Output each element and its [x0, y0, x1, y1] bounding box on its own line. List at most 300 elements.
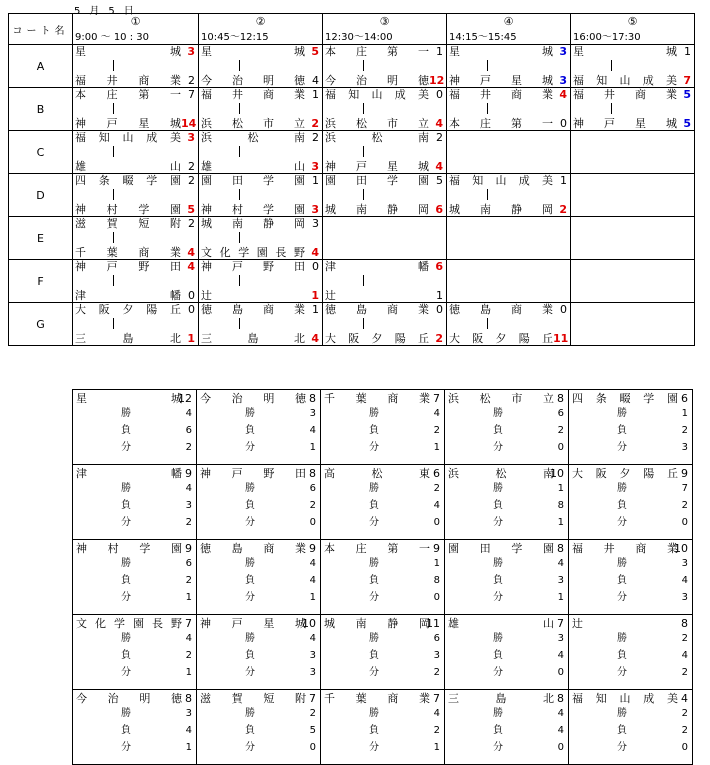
- match-team-line: [75, 160, 195, 173]
- empty-cell: [571, 303, 695, 346]
- record-label: 負: [617, 425, 627, 436]
- slot-time: 12:30～14:00: [325, 32, 393, 43]
- team-name: 浜松南: [201, 131, 305, 144]
- standings-row: [73, 615, 693, 690]
- record-value: 4: [309, 558, 316, 569]
- standings-table: [72, 389, 693, 765]
- team-score: 2: [188, 74, 195, 87]
- match-connector: [363, 189, 364, 200]
- team-name: 神戸星城: [75, 117, 181, 130]
- match-team-line: [201, 74, 319, 87]
- team-name: 徳島商業: [325, 303, 429, 316]
- record-label: 分: [493, 442, 503, 453]
- team-name: 神戸星城: [325, 160, 429, 173]
- team-score: 2: [188, 160, 195, 173]
- slot-header: [571, 14, 695, 45]
- match-cell: [199, 88, 323, 131]
- court-label: A: [9, 45, 73, 88]
- record-label: 勝: [493, 483, 503, 494]
- match-team-line: [201, 45, 319, 58]
- empty-cell: [571, 174, 695, 217]
- empty-cell: [447, 131, 571, 174]
- team-name: 神戸野田: [200, 467, 306, 480]
- record-label: 勝: [245, 408, 255, 419]
- empty-cell: [447, 217, 571, 260]
- team-name: 津幡: [76, 467, 182, 480]
- team-score: 4: [435, 117, 443, 130]
- team-record-cell: [73, 540, 197, 615]
- team-name: 本庄第一: [449, 117, 553, 130]
- record-label: 勝: [617, 558, 627, 569]
- record-label: 負: [121, 425, 131, 436]
- team-points: 7: [309, 692, 316, 705]
- match-team-line: [75, 203, 195, 216]
- record-value: 4: [309, 425, 316, 436]
- record-value: 2: [433, 425, 440, 436]
- empty-cell: [571, 217, 695, 260]
- team-name: 徳島商業: [449, 303, 553, 316]
- record-value: 1: [309, 442, 316, 453]
- team-record-cell: [197, 540, 321, 615]
- team-score: 5: [187, 203, 195, 216]
- record-label: 分: [369, 667, 379, 678]
- match-cell: [199, 45, 323, 88]
- record-value: 2: [185, 442, 192, 453]
- match-cell: [447, 45, 571, 88]
- team-score: 1: [560, 174, 567, 187]
- court-label: G: [9, 303, 73, 346]
- record-label: 負: [617, 725, 627, 736]
- record-label: 勝: [121, 408, 131, 419]
- team-name: 園田学園: [325, 174, 429, 187]
- team-score: 0: [560, 117, 567, 130]
- record-value: 3: [309, 667, 316, 678]
- team-points: 8: [681, 617, 688, 630]
- team-name: 今治明徳: [325, 74, 429, 87]
- team-score: 5: [436, 174, 443, 187]
- team-points: 8: [309, 467, 316, 480]
- team-name: 千葉商業: [324, 392, 430, 405]
- court-label: D: [9, 174, 73, 217]
- record-label: 勝: [369, 558, 379, 569]
- record-value: 1: [433, 558, 440, 569]
- match-cell: [73, 174, 199, 217]
- team-name: 福井商業: [573, 88, 677, 101]
- standings-row: [73, 540, 693, 615]
- slot-header: [323, 14, 447, 45]
- team-score: 0: [436, 303, 443, 316]
- match-team-line: [325, 131, 443, 144]
- team-name: 三島北: [448, 692, 554, 705]
- record-label: 負: [245, 725, 255, 736]
- team-name: 福知山成美: [449, 174, 553, 187]
- record-label: 負: [493, 725, 503, 736]
- team-name: 神戸野田: [201, 260, 305, 273]
- record-value: 6: [433, 633, 440, 644]
- record-value: 0: [557, 667, 564, 678]
- record-label: 勝: [493, 633, 503, 644]
- match-cell: [323, 174, 447, 217]
- match-cell: [199, 303, 323, 346]
- team-name: 本庄第一: [75, 88, 181, 101]
- match-cell: [571, 45, 695, 88]
- team-name: 神村学園: [76, 542, 182, 555]
- court-label: C: [9, 131, 73, 174]
- match-cell: [199, 174, 323, 217]
- team-record-cell: [569, 540, 693, 615]
- team-name: 文化学園長野: [76, 617, 182, 630]
- match-team-line: [201, 160, 319, 173]
- match-connector: [113, 60, 114, 71]
- court-row: [9, 174, 695, 217]
- team-name: 雄山: [448, 617, 554, 630]
- team-score: 3: [311, 160, 319, 173]
- team-name: 星城: [75, 45, 181, 58]
- team-name: 辻: [201, 289, 212, 302]
- team-name: 辻: [572, 617, 583, 630]
- record-value: 2: [433, 725, 440, 736]
- match-team-line: [325, 117, 443, 130]
- record-value: 2: [433, 667, 440, 678]
- match-team-line: [325, 332, 443, 345]
- match-team-line: [201, 174, 319, 187]
- match-cell: [199, 131, 323, 174]
- empty-cell: [323, 217, 447, 260]
- team-points: 8: [557, 392, 564, 405]
- record-label: 勝: [493, 408, 503, 419]
- team-score: 3: [559, 74, 567, 87]
- match-connector: [113, 275, 114, 286]
- team-score: 3: [187, 131, 195, 144]
- record-value: 4: [557, 725, 564, 736]
- team-record-cell: [197, 615, 321, 690]
- record-value: 1: [433, 742, 440, 753]
- record-label: 分: [245, 442, 255, 453]
- record-value: 1: [433, 442, 440, 453]
- team-score: 2: [188, 174, 195, 187]
- record-label: 分: [493, 592, 503, 603]
- team-name: 星城: [76, 392, 182, 405]
- match-connector: [363, 146, 364, 157]
- match-connector: [487, 189, 488, 200]
- team-name: 四条畷学園: [75, 174, 181, 187]
- match-team-line: [201, 303, 319, 316]
- team-record-cell: [445, 690, 569, 765]
- record-value: 0: [433, 592, 440, 603]
- record-value: 2: [309, 500, 316, 511]
- team-name: 浜松南: [325, 131, 429, 144]
- record-label: 勝: [369, 483, 379, 494]
- match-cell: [73, 131, 199, 174]
- match-connector: [363, 318, 364, 329]
- standings-row: [73, 465, 693, 540]
- match-team-line: [449, 74, 567, 87]
- team-record-cell: [445, 465, 569, 540]
- team-score: 1: [312, 88, 319, 101]
- team-name: 星城: [449, 45, 553, 58]
- match-connector: [113, 318, 114, 329]
- match-cell: [447, 88, 571, 131]
- record-label: 勝: [617, 483, 627, 494]
- team-score: 0: [188, 289, 195, 302]
- team-name: 福知山成美: [325, 88, 429, 101]
- record-label: 分: [121, 517, 131, 528]
- record-value: 0: [557, 442, 564, 453]
- team-name: 津幡: [75, 289, 181, 302]
- match-team-line: [75, 45, 195, 58]
- match-team-line: [201, 246, 319, 259]
- record-label: 負: [493, 500, 503, 511]
- match-team-line: [573, 45, 691, 58]
- team-record-cell: [321, 690, 445, 765]
- record-label: 負: [369, 650, 379, 661]
- match-connector: [239, 146, 240, 157]
- court-row: [9, 303, 695, 346]
- match-connector: [113, 103, 114, 114]
- team-record-cell: [73, 690, 197, 765]
- match-team-line: [449, 117, 567, 130]
- team-name: 福井商業: [201, 88, 305, 101]
- record-label: 分: [121, 442, 131, 453]
- record-label: 分: [121, 592, 131, 603]
- team-name: 今治明徳: [200, 392, 306, 405]
- team-name: 津幡: [325, 260, 429, 273]
- team-score: 6: [435, 260, 443, 273]
- team-name: 園田学園: [201, 174, 305, 187]
- team-points: 9: [185, 467, 192, 480]
- match-cell: [323, 88, 447, 131]
- record-value: 4: [681, 650, 688, 661]
- match-connector: [487, 318, 488, 329]
- team-name: 神戸星城: [200, 617, 306, 630]
- team-name: 今治明徳: [76, 692, 182, 705]
- team-record-cell: [321, 390, 445, 465]
- court-row: [9, 131, 695, 174]
- record-label: 負: [245, 500, 255, 511]
- team-points: 7: [433, 692, 440, 705]
- record-label: 勝: [245, 558, 255, 569]
- schedule-header-row: [9, 14, 695, 45]
- team-score: 1: [187, 332, 195, 345]
- match-team-line: [75, 88, 195, 101]
- record-value: 3: [185, 500, 192, 511]
- record-label: 分: [121, 742, 131, 753]
- team-score: 0: [188, 303, 195, 316]
- record-value: 2: [681, 725, 688, 736]
- match-team-line: [201, 217, 319, 230]
- team-name: 神戸星城: [573, 117, 677, 130]
- team-record-cell: [197, 690, 321, 765]
- match-connector: [113, 189, 114, 200]
- match-cell: [447, 174, 571, 217]
- match-cell: [199, 217, 323, 260]
- record-label: 勝: [369, 708, 379, 719]
- record-value: 6: [185, 425, 192, 436]
- match-team-line: [325, 303, 443, 316]
- team-name: 星城: [201, 45, 305, 58]
- team-name: 福井商業: [449, 88, 553, 101]
- record-value: 7: [681, 483, 688, 494]
- match-team-line: [573, 117, 691, 130]
- match-team-line: [75, 217, 195, 230]
- team-score: 4: [187, 260, 195, 273]
- record-label: 勝: [121, 708, 131, 719]
- match-team-line: [201, 203, 319, 216]
- record-label: 負: [617, 500, 627, 511]
- match-connector: [239, 275, 240, 286]
- record-value: 6: [309, 483, 316, 494]
- empty-cell: [571, 131, 695, 174]
- record-value: 2: [185, 575, 192, 586]
- team-name: 浜松市立: [325, 117, 429, 130]
- record-label: 勝: [245, 633, 255, 644]
- team-name: 大阪夕陽丘: [449, 332, 553, 345]
- match-connector: [363, 103, 364, 114]
- record-value: 4: [185, 633, 192, 644]
- team-name: 福知山成美: [572, 692, 678, 705]
- team-record-cell: [197, 465, 321, 540]
- slot-number: ①: [130, 15, 141, 28]
- match-team-line: [449, 303, 567, 316]
- match-cell: [73, 217, 199, 260]
- record-label: 分: [245, 667, 255, 678]
- team-name: 辻: [325, 289, 336, 302]
- record-label: 負: [121, 575, 131, 586]
- team-name: 園田学園: [448, 542, 554, 555]
- slot-number: ③: [379, 15, 390, 28]
- team-score: 1: [436, 289, 443, 302]
- team-score: 4: [311, 246, 319, 259]
- record-value: 2: [681, 633, 688, 644]
- team-name: 三島北: [75, 332, 181, 345]
- team-name: 高松東: [324, 467, 430, 480]
- record-label: 分: [493, 667, 503, 678]
- court-row: [9, 217, 695, 260]
- team-record-cell: [569, 465, 693, 540]
- record-value: 4: [185, 408, 192, 419]
- team-name: 三島北: [201, 332, 305, 345]
- empty-cell: [447, 260, 571, 303]
- record-label: 負: [245, 425, 255, 436]
- record-value: 4: [681, 575, 688, 586]
- match-team-line: [75, 246, 195, 259]
- record-value: 4: [185, 483, 192, 494]
- team-name: 浜松南: [448, 467, 554, 480]
- record-value: 1: [681, 408, 688, 419]
- slot-number: ④: [503, 15, 514, 28]
- court-label: B: [9, 88, 73, 131]
- team-points: 8: [185, 692, 192, 705]
- record-value: 6: [557, 408, 564, 419]
- team-name: 今治明徳: [201, 74, 305, 87]
- team-points: 8: [557, 692, 564, 705]
- team-points: 9: [309, 542, 316, 555]
- date-header: 5月5日: [74, 6, 143, 17]
- record-value: 2: [681, 500, 688, 511]
- team-score: 14: [181, 117, 197, 130]
- record-label: 負: [617, 650, 627, 661]
- match-connector: [487, 103, 488, 114]
- team-name: 浜松市立: [201, 117, 305, 130]
- team-points: 7: [557, 617, 564, 630]
- team-score: 5: [311, 45, 319, 58]
- record-label: 負: [617, 575, 627, 586]
- team-name: 千葉商業: [324, 692, 430, 705]
- team-record-cell: [321, 540, 445, 615]
- match-team-line: [325, 45, 443, 58]
- record-value: 0: [681, 742, 688, 753]
- match-cell: [73, 303, 199, 346]
- record-value: 4: [557, 558, 564, 569]
- match-cell: [323, 303, 447, 346]
- record-value: 2: [681, 425, 688, 436]
- record-label: 分: [493, 742, 503, 753]
- record-value: 6: [185, 558, 192, 569]
- match-cell: [323, 131, 447, 174]
- match-connector: [113, 232, 114, 243]
- match-team-line: [325, 203, 443, 216]
- record-value: 8: [433, 575, 440, 586]
- record-value: 4: [309, 575, 316, 586]
- team-name: 城南静岡: [325, 203, 429, 216]
- team-points: 11: [426, 617, 440, 630]
- team-name: 福井商業: [572, 542, 678, 555]
- match-connector: [239, 318, 240, 329]
- match-team-line: [75, 74, 195, 87]
- record-value: 2: [309, 708, 316, 719]
- team-name: 本庄第一: [325, 45, 429, 58]
- match-connector: [239, 189, 240, 200]
- record-value: 1: [309, 592, 316, 603]
- match-team-line: [325, 160, 443, 173]
- record-label: 負: [369, 500, 379, 511]
- record-value: 3: [309, 650, 316, 661]
- record-value: 4: [557, 708, 564, 719]
- team-record-cell: [569, 690, 693, 765]
- team-score: 6: [435, 203, 443, 216]
- match-connector: [611, 103, 612, 114]
- record-value: 2: [557, 425, 564, 436]
- team-name: 福知山成美: [573, 74, 677, 87]
- match-team-line: [325, 174, 443, 187]
- team-name: 雄山: [201, 160, 305, 173]
- record-value: 0: [309, 742, 316, 753]
- match-team-line: [449, 88, 567, 101]
- record-value: 3: [681, 592, 688, 603]
- record-label: 負: [369, 725, 379, 736]
- match-connector: [487, 60, 488, 71]
- match-team-line: [75, 332, 195, 345]
- standings-row: [73, 690, 693, 765]
- slot-time: 16:00～17:30: [573, 32, 641, 43]
- match-cell: [73, 45, 199, 88]
- match-cell: [73, 260, 199, 303]
- team-score: 4: [187, 246, 195, 259]
- team-score: 2: [188, 217, 195, 230]
- team-points: 6: [433, 467, 440, 480]
- team-score: 2: [559, 203, 567, 216]
- match-team-line: [201, 88, 319, 101]
- match-team-line: [75, 117, 195, 130]
- court-name-header: コート名: [9, 14, 73, 45]
- team-record-cell: [73, 465, 197, 540]
- team-name: 浜松市立: [448, 392, 554, 405]
- empty-cell: [571, 260, 695, 303]
- record-value: 4: [557, 650, 564, 661]
- record-value: 1: [185, 667, 192, 678]
- team-score: 1: [684, 45, 691, 58]
- team-score: 3: [559, 45, 567, 58]
